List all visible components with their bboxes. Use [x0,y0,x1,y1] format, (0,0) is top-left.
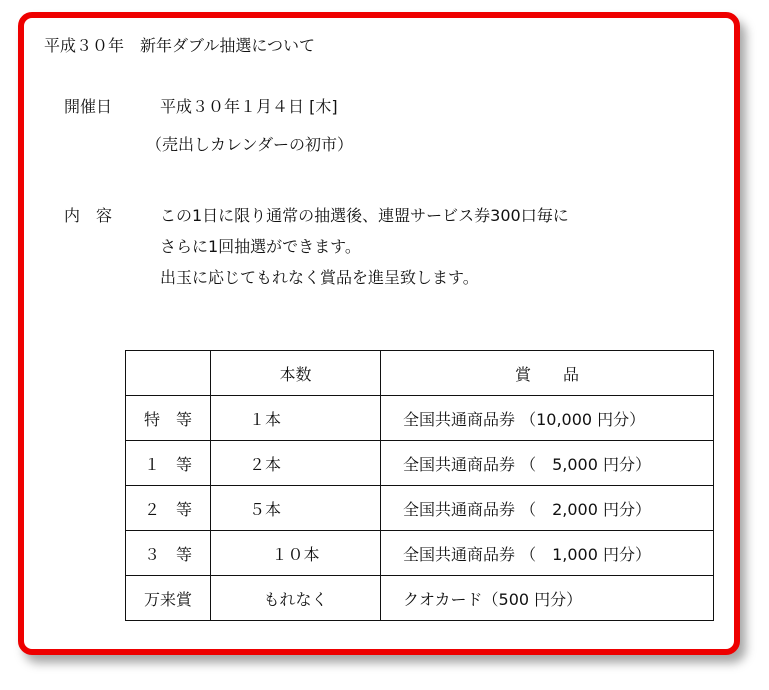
content-label: 内 容 [64,206,113,225]
prize-cell: 全国共通商品券 （ 5,000 円分） [381,441,714,486]
header-count: 本数 [211,351,381,396]
rank-cell: 万来賞 [126,576,211,621]
schedule-note: （売出しカレンダーの初市） [146,135,353,154]
prize-cell: クオカード（500 円分） [381,576,714,621]
count-cell: もれなく [211,576,381,621]
table-row [126,441,714,486]
rank-cell: ３ 等 [126,531,211,576]
table-row [126,486,714,531]
prize-cell: 全国共通商品券 （ 1,000 円分） [381,531,714,576]
header-rank [126,351,211,396]
rank-cell: １ 等 [126,441,211,486]
table-header-row [126,351,714,396]
notice-title: 平成３０年 新年ダブル抽選について [44,36,316,55]
schedule-date: 平成３０年１月４日 [木] [160,97,338,116]
table-row [126,531,714,576]
table-row [126,396,714,441]
schedule-label: 開催日 [64,97,113,116]
prize-table [125,350,714,621]
rank-cell: 特 等 [126,396,211,441]
content-line: この1日に限り通常の抽選後、連盟サービス券300口毎に [160,206,569,225]
content-line: さらに1回抽選ができます。 [160,237,361,256]
header-prize: 賞 品 [381,351,714,396]
content-line: 出玉に応じてもれなく賞品を進呈致します。 [160,268,479,287]
count-cell: １本 [211,396,381,441]
count-cell: ２本 [211,441,381,486]
count-cell: １０本 [211,531,381,576]
table-row [126,576,714,621]
prize-cell: 全国共通商品券 （ 2,000 円分） [381,486,714,531]
count-cell: ５本 [211,486,381,531]
prize-cell: 全国共通商品券 （10,000 円分） [381,396,714,441]
rank-cell: ２ 等 [126,486,211,531]
